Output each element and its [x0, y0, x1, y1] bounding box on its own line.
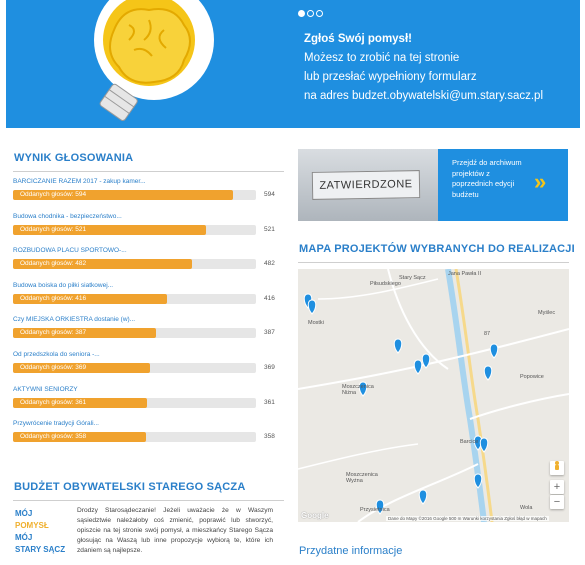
- budget-divider: [13, 500, 284, 501]
- vote-label: Oddanych głosów: 594: [20, 191, 87, 198]
- archive-link[interactable]: [438, 149, 568, 221]
- carousel-dot-2[interactable]: [307, 10, 314, 17]
- map-label-barcice: Barcice: [460, 439, 479, 445]
- vote-count: 416: [264, 294, 275, 302]
- vote-item: [13, 351, 278, 371]
- vote-progress-fill: [13, 190, 233, 200]
- vote-label: Oddanych głosów: 387: [20, 329, 87, 337]
- map-label-moszczenica-nizna: Moszczenica Niżna: [342, 384, 374, 396]
- carousel-dots: [298, 10, 323, 17]
- vote-count: 369: [264, 364, 275, 371]
- vote-project-name[interactable]: Przywrócenie tradycji Górali...: [13, 420, 99, 428]
- logo-line-2: POMYSŁ: [15, 521, 49, 530]
- useful-info-title[interactable]: Przydatne informacje: [299, 545, 403, 557]
- vote-project-name[interactable]: Budowa chodnika - bezpieczeństwo...: [13, 212, 122, 220]
- vote-progress-track: [13, 294, 256, 304]
- vote-item: [13, 212, 278, 233]
- vote-count: 521: [264, 225, 275, 233]
- map-road-jana-pawla: Jana Pawła II: [448, 271, 482, 277]
- logo-line-3: MÓJ: [15, 533, 33, 542]
- banner-line-3[interactable]: na adres budzet.obywatelski@um.stary.sacz.pl: [304, 90, 544, 102]
- banner-title: Zgłoś Swój pomysł!: [304, 33, 412, 45]
- vote-progress-track: [13, 225, 256, 235]
- carousel-dot-3[interactable]: [316, 10, 323, 17]
- vote-project-name[interactable]: Budowa boiska do piłki siatkowej...: [13, 281, 114, 289]
- map-label-myslec: Myślec: [538, 310, 556, 316]
- zoom-out-button[interactable]: −: [550, 495, 564, 509]
- vote-project-name[interactable]: Czy MIEJSKA ORKIESTRA dostanie (w)...: [13, 316, 136, 324]
- carousel-dot-1[interactable]: [298, 10, 305, 17]
- logo-line-1: MÓJ: [15, 509, 33, 518]
- vote-progress-track: [13, 432, 256, 442]
- vote-count: 387: [264, 329, 275, 337]
- vote-item: [13, 178, 278, 198]
- vote-progress-fill: [13, 328, 156, 338]
- budget-title: BUDŻET OBYWATELSKI STAREGO SĄCZA: [14, 481, 246, 493]
- vote-label: Oddanych głosów: 358: [20, 433, 87, 441]
- map-footer: [298, 512, 569, 522]
- lightbulb-brain-icon: [54, 0, 294, 128]
- logo-line-4: STARY SĄCZ: [15, 545, 66, 554]
- vote-progress-fill: [13, 259, 192, 269]
- pegman-icon[interactable]: [550, 461, 564, 475]
- vote-label: Oddanych głosów: 369: [20, 364, 87, 371]
- budget-logo: [15, 508, 70, 558]
- archive-image: [298, 149, 438, 221]
- archive-banner[interactable]: [298, 149, 568, 221]
- budget-description: Drodzy Starosądeczanie! Jeżeli uważacie że w Waszym sąsiedztwie należałoby coś zmienić, poprawić lub stworzyć, opiszcie na tej stronie swój pomysł, a mieszkańcy Starego Sącza głosując na Waszą lub inne propozycje wybiorą te, które ich zdaniem są najlepsze.: [77, 507, 273, 554]
- voting-divider: [13, 171, 284, 172]
- vote-progress-track: [13, 190, 256, 200]
- map-label-stary-sacz: Stary Sącz: [399, 275, 426, 281]
- map-title: MAPA PROJEKTÓW WYBRANYCH DO REALIZACJI: [299, 243, 575, 255]
- map-canvas[interactable]: [298, 269, 569, 522]
- map-attribution[interactable]: Dane do Mapy ©2016 Google 500 m Warunki korzystania Zgłoś błąd w mapach: [388, 516, 547, 521]
- vote-label: Oddanych głosów: 521: [20, 225, 87, 233]
- map-road-pilsudskiego: Piłsudskiego: [370, 281, 401, 287]
- google-logo: Google: [301, 511, 329, 520]
- banner-line-1: Możesz to zrobić na tej stronie: [304, 52, 460, 64]
- map-road-87: 87: [484, 331, 491, 337]
- banner-line-2: lub przesłać wypełniony formularz: [304, 71, 477, 83]
- vote-progress-track: [13, 259, 256, 269]
- vote-progress-fill: [13, 432, 146, 442]
- vote-project-name[interactable]: AKTYWNI SENIORZY: [13, 385, 78, 393]
- vote-progress-track: [13, 363, 256, 373]
- vote-progress-track: [13, 328, 256, 338]
- banner-text: [304, 30, 543, 106]
- vote-label: Oddanych głosów: 361: [20, 398, 87, 406]
- approved-stamp: ZATWIERDZONE: [312, 170, 420, 200]
- map-label-mostki: Mostki: [308, 320, 324, 326]
- vote-project-name[interactable]: Od przedszkola do seniora -...: [13, 351, 100, 358]
- vote-count: 361: [264, 398, 275, 406]
- zoom-in-button[interactable]: +: [550, 480, 564, 494]
- vote-project-name[interactable]: BARCICZANIE RAZEM 2017 - zakup kamer...: [13, 178, 146, 185]
- vote-item: [13, 420, 278, 441]
- vote-item: [13, 247, 278, 268]
- vote-progress-track: [13, 398, 256, 408]
- map-label-przysietnica: Przysietnica: [360, 507, 390, 513]
- vote-label: Oddanych głosów: 482: [20, 260, 87, 268]
- double-chevron-right-icon: »: [534, 169, 547, 194]
- map-divider: [298, 262, 569, 263]
- vote-count: 358: [264, 433, 275, 441]
- map-label-popowice: Popowice: [520, 374, 544, 380]
- vote-progress-fill: [13, 225, 206, 235]
- vote-item: [13, 316, 278, 337]
- vote-project-name[interactable]: ROZBUDOWA PLACU SPORTOWO-...: [13, 247, 127, 255]
- vote-progress-fill: [13, 363, 150, 373]
- vote-item: [13, 385, 278, 406]
- projects-map[interactable]: [298, 269, 569, 522]
- voting-title: WYNIK GŁOSOWANIA: [14, 152, 134, 164]
- vote-label: Oddanych głosów: 416: [20, 294, 87, 302]
- vote-count: 482: [264, 260, 275, 268]
- map-label-moszczenica-wyzna: Moszczenica Wyżna: [346, 472, 378, 484]
- vote-progress-fill: [13, 294, 167, 304]
- archive-text: Przejdź do archiwum projektów z poprzednich edycji budżetu: [452, 158, 522, 199]
- vote-count: 594: [264, 191, 275, 198]
- vote-item: [13, 281, 278, 302]
- hero-banner: [6, 0, 580, 128]
- vote-progress-fill: [13, 398, 147, 408]
- map-label-wola: Wola: [520, 505, 533, 511]
